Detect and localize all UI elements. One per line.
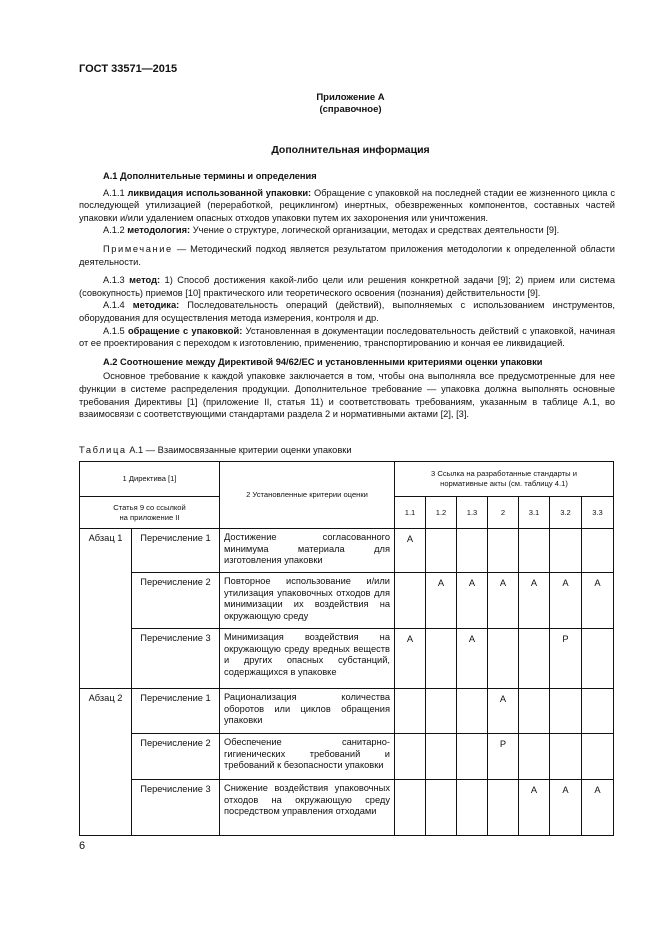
criteria-cell: Повторное использование и/или утилизация упаковочных отходов для минимизации их воздействия на окружающую среду <box>220 573 395 629</box>
doc-header: ГОСТ 33571—2015 <box>79 63 178 75</box>
mark-cell <box>488 780 519 836</box>
table-row <box>80 734 614 780</box>
table-row <box>80 689 614 734</box>
table-row <box>80 629 614 689</box>
abzac-cell: Абзац 2 <box>80 689 132 836</box>
mark-cell <box>395 780 426 836</box>
appendix-title: Приложение А <box>316 92 385 103</box>
mark-cell <box>550 734 582 780</box>
mark-cell <box>426 629 457 689</box>
mark-cell <box>395 689 426 734</box>
a1-p4-text: Последовательность операций (действий), выполняемых с использованием инструментов, оборудования для осуществления метода измерения, контроля и др. <box>79 300 616 323</box>
criteria-cell: Минимизация воздействия на окружающую среду вредных веществ и других опасных субстанций, содержащихся в упаковке <box>220 629 395 689</box>
mark-cell: А <box>395 529 426 573</box>
mark-cell <box>426 734 457 780</box>
mark-cell: А <box>457 573 488 629</box>
mark-cell <box>582 689 614 734</box>
table-caption-text: А.1 — Взаимосвязанные критерии оценки упаковки <box>126 445 352 455</box>
col-head: 1.1 <box>395 497 426 529</box>
mark-cell: А <box>582 780 614 836</box>
mark-cell: А <box>488 573 519 629</box>
abzac-cell: Абзац 1 <box>80 529 132 689</box>
mark-cell <box>457 689 488 734</box>
mark-cell <box>488 529 519 573</box>
mark-cell <box>582 629 614 689</box>
mark-cell: А <box>550 573 582 629</box>
a1-p5 <box>79 325 615 350</box>
a1-heading: А.1 Дополнительные термины и определения <box>103 171 317 181</box>
a1-p4-num: А.1.4 <box>103 300 133 311</box>
criteria-cell: Рационализация количества оборотов или циклов обращения упаковки <box>220 689 395 734</box>
a1-p5-num: А.1.5 <box>103 325 128 336</box>
a2-heading: А.2 Соотношение между Директивой 94/62/ЕС и установленными критериями оценки упаковки <box>103 356 543 367</box>
mark-cell: А <box>519 573 550 629</box>
mark-cell <box>488 629 519 689</box>
mark-cell <box>457 529 488 573</box>
mark-cell: Р <box>550 629 582 689</box>
a1-note <box>79 243 615 268</box>
perech-cell: Перечисление 2 <box>132 734 220 780</box>
mark-cell <box>519 689 550 734</box>
mark-cell: А <box>395 629 426 689</box>
a1-p3-text: 1) Способ достижения какой-либо цели или решения конкретной задачи [9]; 2) прием или система (совокупность) приемов [10] практического или теоретического освоения (познания) действительности [9]. <box>79 275 615 298</box>
table-row <box>80 529 614 573</box>
perech-cell: Перечисление 3 <box>132 780 220 836</box>
criteria-cell: Достижение согласованного минимума материала для изготовления упаковки <box>220 529 395 573</box>
a1-p2-term: методология: <box>127 225 191 236</box>
a1-p5-term: обращение с упаковкой: <box>127 325 243 336</box>
perech-cell: Перечисление 3 <box>132 629 220 689</box>
a1-p5-text: Установленная в документации последовательность действий с упаковкой, начиная от ее проектирования с переходом к изготовлению, применению, транспортированию и кончая ее ликвидацией. <box>79 325 615 349</box>
a1-p3-term: метод: <box>129 275 161 286</box>
perech-cell: Перечисление 1 <box>132 529 220 573</box>
mark-cell <box>395 734 426 780</box>
mark-cell: А <box>426 573 457 629</box>
mark-cell <box>457 734 488 780</box>
col-head: 3.2 <box>550 497 582 529</box>
mark-cell: А <box>550 780 582 836</box>
mark-cell <box>426 529 457 573</box>
main-title: Дополнительная информация <box>271 144 430 156</box>
header-directive: 1 Директива [1] <box>80 462 220 497</box>
mark-cell <box>550 529 582 573</box>
a1-note-label: Примечание <box>103 243 173 254</box>
appendix-note: (справочное) <box>319 104 382 115</box>
mark-cell <box>582 529 614 573</box>
col-head: 2 <box>488 497 519 529</box>
header-refs: 3 Ссылка на разработанные стандарты и нормативные акты (см. таблицу 4.1) <box>395 462 614 497</box>
criteria-cell: Снижение воздействия упаковочных отходов на окружающую среду посредством управления отходами <box>220 780 395 836</box>
a1-p3-num: А.1.3 <box>103 275 130 286</box>
mark-cell: А <box>582 573 614 629</box>
perech-cell: Перечисление 1 <box>132 689 220 734</box>
mark-cell <box>519 529 550 573</box>
header-criteria: 2 Установленные критерии оценки <box>220 462 395 529</box>
mark-cell <box>582 734 614 780</box>
mark-cell <box>395 573 426 629</box>
col-head: 3.1 <box>519 497 550 529</box>
a1-p4 <box>79 299 615 324</box>
table-caption <box>79 445 352 455</box>
perech-cell: Перечисление 2 <box>132 573 220 629</box>
a1-p3 <box>79 274 615 299</box>
a1-p2-text: Учение о структуре, логической организации, методах и средствах деятельности [9]. <box>190 225 560 236</box>
mark-cell <box>550 689 582 734</box>
a1-p1 <box>79 187 615 225</box>
table-row <box>80 780 614 836</box>
page-number: 6 <box>79 840 86 852</box>
mark-cell <box>519 734 550 780</box>
a1-p2 <box>79 224 615 237</box>
mark-cell: А <box>457 629 488 689</box>
a2-text: Основное требование к каждой упаковке заключается в том, чтобы она выполняла все предусмотренные для нее функции в системе распределения продукции. Дополнительное требование — упаковка должна выполнять основные требования Директивы [1] (приложение II, статья 11) и соответствовать требованиям, указанным в таблице А.1, во взаимосвязи с соответствующими стандартами раздела 2 и нормативными актами [2], [3]. <box>79 371 615 420</box>
criteria-table <box>79 461 614 836</box>
section-a1 <box>79 170 615 421</box>
a1-note-text: — Методический подход является результатом приложения методологии к определенной области деятельности. <box>79 243 615 267</box>
col-head: 1.3 <box>457 497 488 529</box>
a1-p1-text: Обращение с упаковкой на последней стадии ее жизненного цикла с последующей утилизацией (переработкой, рециклингом) инертных, обезвреженных компонентов, составных частей упаковки и/или удалением опасных отходов упаковки путем их захоронения или уничтожения. <box>79 187 615 223</box>
col-head: 1.2 <box>426 497 457 529</box>
mark-cell: Р <box>488 734 519 780</box>
table-header-row-1 <box>80 462 614 497</box>
mark-cell <box>457 780 488 836</box>
mark-cell: А <box>488 689 519 734</box>
table-caption-label: Таблица <box>79 445 127 455</box>
mark-cell <box>426 689 457 734</box>
criteria-cell: Обеспечение санитарно-гигиенических требований и требований к безопасности упаковки <box>220 734 395 780</box>
mark-cell <box>519 629 550 689</box>
a1-p1-num: А.1.1 <box>103 187 128 198</box>
header-article: Статья 9 со ссылкой на приложение II <box>80 497 220 529</box>
a1-p4-term: методика: <box>132 300 180 311</box>
table-row <box>80 573 614 629</box>
col-head: 3.3 <box>582 497 614 529</box>
a1-p1-term: ликвидация использованной упаковки: <box>127 187 312 198</box>
a1-p2-num: А.1.2 <box>103 225 128 236</box>
mark-cell <box>426 780 457 836</box>
mark-cell: А <box>519 780 550 836</box>
